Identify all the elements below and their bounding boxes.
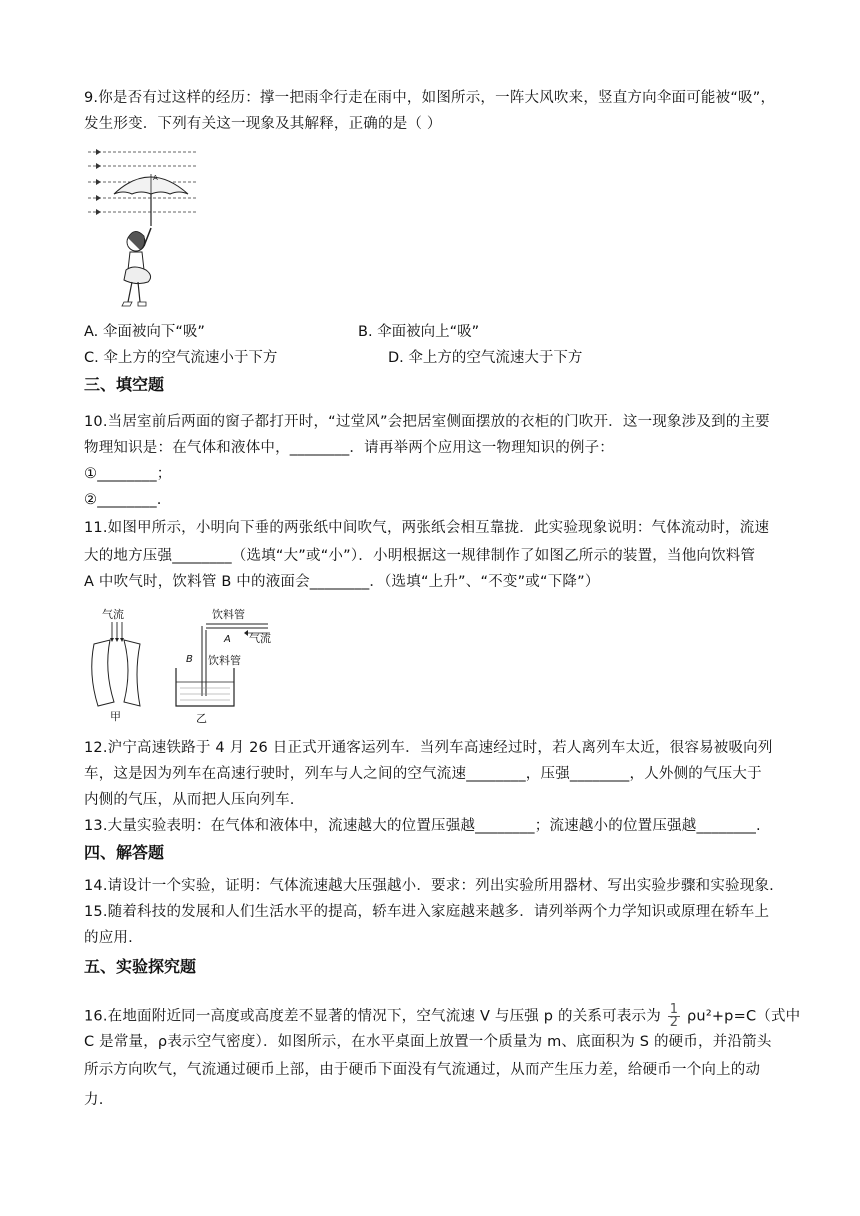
- q15-text-line1: 15.随着科技的发展和人们生活水平的提高，轿车进入家庭越来越多．请列举两个力学知识或原理在轿车上: [84, 904, 770, 920]
- umbrella-girl-figure: [84, 146, 204, 312]
- q9-option-a: A. 伞面被向下“吸”: [84, 324, 205, 340]
- q10-text-line4: ②________.: [84, 492, 162, 508]
- fig-yi-a-label: A: [224, 634, 231, 645]
- q12-text-line2: 车，这是因为列车在高速行驶时，列车与人之间的空气流速________，压强________，人外侧的气压大于: [84, 766, 762, 782]
- q11-text-line3: A 中吹气时，饮料管 B 中的液面会________．（选填“上升”、“不变”或“下降”）: [84, 574, 600, 590]
- fig-jia-airflow-label: 气流: [102, 608, 124, 621]
- q16-text-line3: 所示方向吹气，气流通过硬币上部，由于硬币下面没有气流通过，从而产生压力差，给硬币一个向上的动: [84, 1062, 761, 1078]
- paper-and-straw-figure: [84, 604, 294, 726]
- q13-text-line1: 13.大量实验表明：在气体和液体中，流速越大的位置压强越________；流速越小的位置压强越________.: [84, 818, 761, 834]
- q14-text-line1: 14.请设计一个实验，证明：气体流速越大压强越小．要求：列出实验所用器材、写出实验步骤和实验现象.: [84, 878, 774, 894]
- fig-yi-airflow-label: 气流: [249, 632, 271, 645]
- q10-text-line2: 物理知识是：在气体和液体中，________．请再举两个应用这一物理知识的例子：: [84, 440, 614, 456]
- q16-text-line2: C 是常量，ρ表示空气密度）．如图所示，在水平桌面上放置一个质量为 m、底面积为 S 的硬币，并沿箭头: [84, 1034, 772, 1050]
- section-heading-fill-in: 三、填空题: [84, 375, 165, 394]
- fig-jia-label: 甲: [110, 710, 121, 723]
- umbrella-point-label: A: [153, 174, 158, 182]
- q12-text-line1: 12.沪宁高速铁路于 4 月 26 日正式开通客运列车．当列车高速经过时，若人离列车太近，很容易被吸向列: [84, 740, 773, 756]
- fig-yi-straw-top-label: 饮料管: [212, 608, 245, 621]
- q16-text-line4: 力.: [84, 1092, 104, 1108]
- fraction-numerator: 1: [669, 1002, 679, 1017]
- q10-text-line1: 10.当居室前后两面的窗子都打开时，“过堂风”会把居室侧面摆放的衣柜的门吹开．这一现象涉及到的主要: [84, 414, 770, 430]
- q9-option-b: B. 伞面被向上“吸”: [358, 324, 480, 340]
- q12-text-line3: 内侧的气压，从而把人压向列车.: [84, 792, 295, 808]
- q16-text-line1: [84, 1004, 800, 1029]
- q9-text-line2: 发生形变．下列有关这一现象及其解释，正确的是（ ）: [84, 116, 442, 132]
- section-heading-experiment: 五、实验探究题: [84, 957, 197, 976]
- q9-text-line1: 9.你是否有过这样的经历：撑一把雨伞行走在雨中，如图所示，一阵大风吹来，竖直方向伞面可能被“吸”，: [84, 90, 776, 106]
- q11-text-line1: 11.如图甲所示，小明向下垂的两张纸中间吹气，两张纸会相互靠拢．此实验现象说明：气体流动时，流速: [84, 520, 770, 536]
- fraction-denominator: 2: [669, 1015, 679, 1030]
- one-half-fraction: [668, 1004, 680, 1029]
- fig-yi-label: 乙: [196, 712, 207, 725]
- q16-text-line1-b: ρu²+p=C（式中: [687, 1008, 801, 1025]
- q16-text-line1-a: 16.在地面附近同一高度或高度差不显著的情况下，空气流速 V 与压强 p 的关系可表示为: [84, 1008, 661, 1025]
- q15-text-line2: 的应用.: [84, 930, 133, 946]
- q9-option-d: D. 伞上方的空气流速大于下方: [388, 350, 583, 366]
- q11-text-line2: 大的地方压强________（选填“大”或“小”）．小明根据这一规律制作了如图乙所示的装置，当他向饮料管: [84, 548, 756, 564]
- fig-yi-b-label: B: [186, 654, 193, 665]
- fig-yi-straw-side-label: 饮料管: [208, 654, 241, 667]
- q9-option-c: C. 伞上方的空气流速小于下方: [84, 350, 278, 366]
- q10-text-line3: ①________；: [84, 466, 172, 482]
- section-heading-answer: 四、解答题: [84, 843, 165, 862]
